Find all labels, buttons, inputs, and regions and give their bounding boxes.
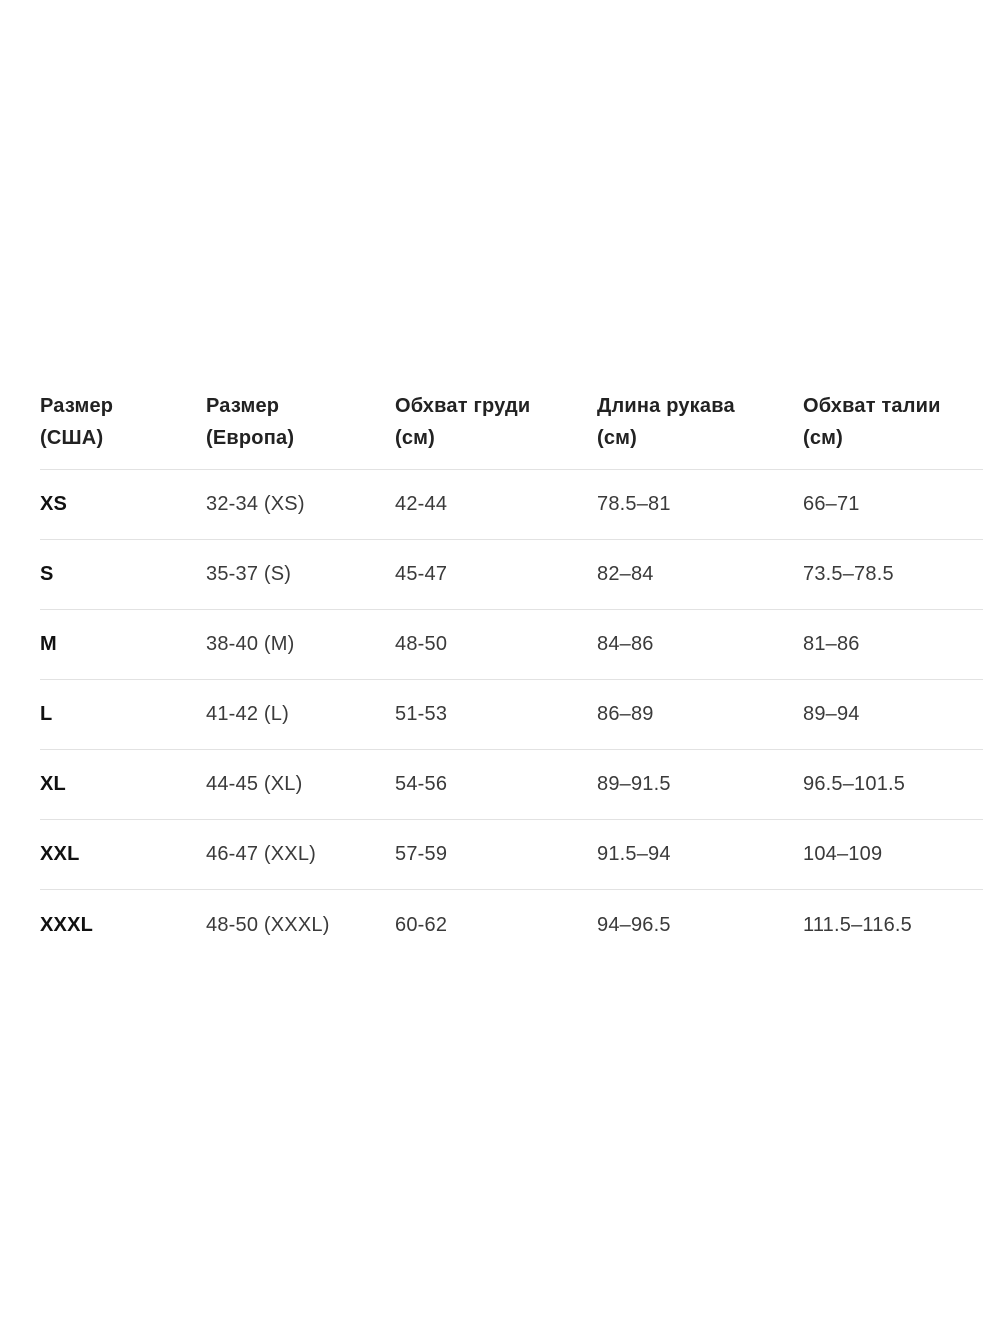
cell-us-size: XS bbox=[40, 493, 68, 515]
header-waist-line1: Обхват талии bbox=[803, 395, 941, 417]
cell-chest: 60-62 bbox=[395, 913, 448, 936]
header-sleeve-line2: (см) bbox=[597, 427, 638, 449]
cell-sleeve: 91.5–94 bbox=[597, 843, 671, 865]
table-row bbox=[40, 680, 983, 750]
cell-sleeve: 89–91.5 bbox=[597, 773, 671, 795]
cell-chest: 51-53 bbox=[395, 703, 448, 725]
cell-us-size: M bbox=[40, 633, 57, 655]
cell-us-size: L bbox=[40, 703, 53, 725]
header-chest bbox=[395, 390, 597, 454]
cell-eu-size: 48-50 (XXXL) bbox=[206, 913, 330, 936]
cell-waist: 81–86 bbox=[803, 633, 860, 655]
header-waist-line2: (см) bbox=[803, 427, 844, 449]
cell-eu-size: 44-45 (XL) bbox=[206, 773, 303, 795]
cell-eu-size: 38-40 (M) bbox=[206, 633, 295, 655]
header-sleeve bbox=[597, 390, 803, 454]
table-row bbox=[40, 470, 983, 540]
cell-sleeve: 86–89 bbox=[597, 703, 654, 725]
cell-waist: 66–71 bbox=[803, 493, 860, 515]
cell-us-size: S bbox=[40, 563, 54, 585]
size-chart-table bbox=[40, 390, 983, 960]
header-sleeve-line1: Длина рукава bbox=[597, 395, 735, 417]
table-row bbox=[40, 890, 983, 960]
cell-sleeve: 82–84 bbox=[597, 563, 654, 585]
cell-eu-size: 32-34 (XS) bbox=[206, 493, 305, 515]
cell-eu-size: 46-47 (XXL) bbox=[206, 843, 317, 865]
header-us-size-line2: (США) bbox=[40, 427, 104, 449]
table-row bbox=[40, 750, 983, 820]
cell-us-size: XXXL bbox=[40, 913, 94, 936]
cell-waist: 96.5–101.5 bbox=[803, 773, 906, 795]
cell-chest: 45-47 bbox=[395, 563, 448, 585]
header-eu-size-line2: (Европа) bbox=[206, 427, 295, 449]
header-eu-size-line1: Размер bbox=[206, 395, 280, 417]
cell-chest: 57-59 bbox=[395, 843, 448, 865]
table-header-row bbox=[40, 390, 983, 470]
cell-eu-size: 35-37 (S) bbox=[206, 563, 292, 585]
cell-us-size: XXL bbox=[40, 843, 80, 865]
cell-waist: 89–94 bbox=[803, 703, 860, 725]
table-row bbox=[40, 820, 983, 890]
cell-chest: 42-44 bbox=[395, 493, 448, 515]
table-row bbox=[40, 610, 983, 680]
cell-chest: 48-50 bbox=[395, 633, 448, 655]
cell-sleeve: 84–86 bbox=[597, 633, 654, 655]
cell-us-size: XL bbox=[40, 773, 66, 795]
cell-waist: 104–109 bbox=[803, 843, 883, 865]
cell-chest: 54-56 bbox=[395, 773, 448, 795]
cell-waist: 73.5–78.5 bbox=[803, 563, 894, 585]
table-row bbox=[40, 540, 983, 610]
header-us-size-line1: Размер bbox=[40, 395, 114, 417]
header-chest-line2: (см) bbox=[395, 427, 436, 449]
header-eu-size bbox=[206, 390, 395, 454]
cell-sleeve: 94–96.5 bbox=[597, 913, 671, 936]
cell-waist: 111.5–116.5 bbox=[803, 913, 912, 936]
header-waist bbox=[803, 390, 983, 454]
cell-sleeve: 78.5–81 bbox=[597, 493, 671, 515]
cell-eu-size: 41-42 (L) bbox=[206, 703, 289, 725]
header-chest-line1: Обхват груди bbox=[395, 395, 531, 417]
header-us-size bbox=[40, 390, 206, 454]
